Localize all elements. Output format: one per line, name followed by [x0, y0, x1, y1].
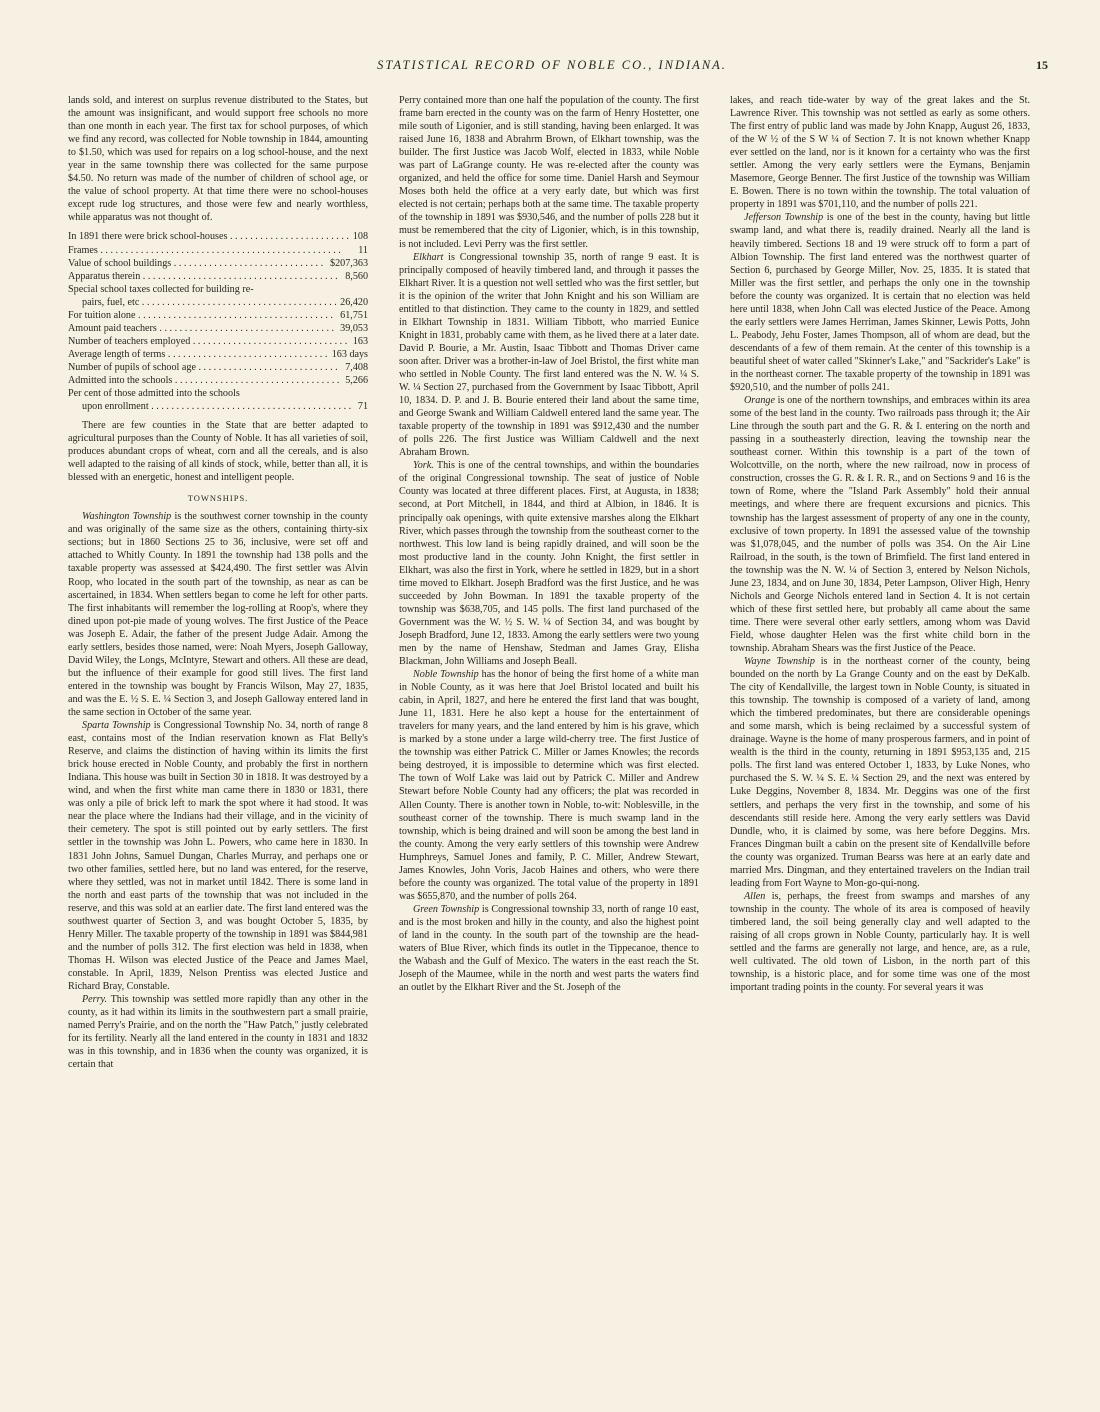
column-1	[68, 94, 368, 1071]
township-name: Jefferson Township	[744, 212, 824, 224]
running-header	[62, 58, 1048, 78]
paragraph-allen: Allen is, perhaps, the freest from swamps and marshes of any township in the county. The whole of its area is composed of heavily timbered land, the soil being generally clay and well adapted to the raising of all crops grown in Noble County, particularly hay. It is well settled and the farms are generally not large, and hence, are, as a rule, well cultivated. The old town of Lisbon, in the north part of this township, is a historic place, and for some time was one of the most important trading points in the county. For several years it was	[730, 890, 1030, 994]
township-name: Sparta Township	[82, 720, 151, 732]
paragraph-sparta: Sparta Township is Congressional Township No. 34, north of range 8 east, contains most of the Indian reservation known as Flat Belly's Reserve, and claims the distinction of having within its limits the first brick house erected in Noble County, and probably the first in northern Indiana. This house was built in Section 30 in 1818. It was destroyed by a wind, and when the first white man came there in 1830 or 1831, there was only a pile of brick left to mark the spot where it had stood. It was near the place where the Indians had their village, and in the vicinity of their cemetery. The spot is still pointed out by early settlers. The first settler in the township was John L. Powers, who came here in 1830. In 1831 John Johns, Samuel Dungan, Charles Murray, and perhaps one or two other families, settled here, but no land was entered, for the reserve, where they settled, was not in market until 1842. There is some land in the north and east parts of the township that was not included in the reserve, and this was sold at an earlier date. The first land entered was the southwest quarter of Section 3, and was bought October 5, 1835, by Henry Miller. The taxable property of the township in 1891 was $844,981 and the number of polls 312. The first election was held in 1838, when Thomas H. Wilson was elected Justice of the Peace and James Mael, constable. In April, 1839, Nelson Prentiss was elected Justice and Richard Bray, Constable.	[68, 720, 368, 992]
paragraph-noble: Noble Township has the honor of being the first home of a white man in Noble County, as it was here that Joel Bristol located and built his cabin, in April, 1827, and here he entered the first land that was bought, June 11, 1831. Here he also kept a house for the entertainment of travelers for many years, and the land entered by him is his grave, which is marked by a stone under a large wild-cherry tree. The first Justice of the township was either Patrick C. Miller or James Knowles; the records being destroyed, it is impossible to determine which was first elected. The town of Wolf Lake was laid out by Patrick C. Miller and Andrew Stewart before Noble County had any officers; the plat was recorded in Allen County. There is another town in Noble, to-wit: Noblesville, in the southeast corner of the township. There is much swamp land in the township, which is being drained and will soon be among the best land in the county. Among the very early settlers of this township were Andrew Humphreys, Samuel Jones and family, P. C. Miller, Andrew Stewart, James Knowles, John Voris, Jacob Haines and others, who were there before the county was organized. The total value of the property in 1891 was $655,870, and the number of polls 264.	[399, 669, 699, 902]
stat-row: Per cent of those admitted into the schools	[68, 388, 240, 400]
running-title: STATISTICAL RECORD OF NOBLE CO., INDIANA.	[377, 58, 727, 72]
township-name: Elkhart	[413, 251, 444, 263]
paragraph-green: Green Township is Congressional township 33, north of range 10 east, and is the most broken and hilly in the county, and also the highest point of land in the county. In the south part of the township are the head-waters of Blue River, which finds its outlet in the Tippecanoe, thence to the Wabash and the Gulf of Mexico. The waters in the east reach the St. Joseph of the Maumee, while in the north and west parts the waters find an outlet by the Elkhart River and the St. Joseph of the	[399, 903, 699, 994]
stat-row: upon enrollment . . . 71	[68, 400, 368, 413]
paragraph-orange: Orange is one of the northern townships, and embraces within its area some of the best land in the county. Two railroads pass through it; the Air Line through the south part and the G. R. & I. entering on the north and passing in a southeasterly direction, leaving the township near the southeast corner. Within this township is a part of the town of Wolcottville, on the north, where the new railroad, now in process of construction, crosses the G. R. & I. R. R., and on Sections 9 and 16 is the town of Rome, where the "Island Park Assembly" hold their annual meetings, and where there are frequent excursions and picnics. This township has the largest assessment of property of any one in the county, exclusive of town property. In 1891 the assessed value of the township was $1,078,045, and the number of polls was 354. On the Air Line Railroad, in the south, is the town of Brimfield. The first land entered in the township was the N. W. ¼ of Section 3, entered by Nelson Nichols, June 23, 1834, and on June 30, 1834, Peter Lampson, Oliver High, Henry Nichols and George Nichols entered land in Section 4. It is not certain which of these first settled here, but probably all came about the same time. There were several other early settlers, among whom was David Field, whose daughter Helen was the first white child born in the township. Abraham Shears was the first Justice of the Peace.	[730, 395, 1030, 654]
stat-row: For tuition alone . . . 61,751	[68, 309, 368, 322]
stat-row: Admitted into the schools . . . 5,266	[68, 374, 368, 387]
stat-row: In 1891 there were brick school-houses . . . 108	[68, 230, 368, 243]
paragraph-elkhart: Elkhart is Congressional township 35, north of range 9 east. It is principally composed of heavily timbered land, and through it passes the Elkhart River. It is a question not well settled who was the first settler, but it is the opinion of the writer that John Knight and his son William are entitled to that distinction. They came to the county in 1829, and settled in Elkhart Township in 1831. William Tibbott, who married Eunice Knight in 1831, probably came with them, as he lived there at a later date. David P. Bourie, a Mr. Austin, Isaac Tibbott and Thomas Driver came soon after. Driver was a brother-in-law of Joel Bristol, the first white man who settled in Noble County. The first land entered was the N. W. ¼ S. W. ¼ Section 27, purchased from the Government by Isaac Tibbott, April 10, 1834. D. P. and J. B. Bourie entered their land about the same time, and George Swank and William Caldwell entered land the same year. The taxable property of the township in 1891 was $912,430 and the number of polls 226. The first Justice was William Caldwell and the next Abraham Brown.	[399, 251, 699, 459]
paragraph-wayne: Wayne Township is in the northeast corner of the county, being bounded on the north by La Grange County and on the east by DeKalb. The city of Kendallville, the largest town in Noble County, is situated in this township. The township is composed of a variety of land, among which the timbered predominates, but there are considerable openings and some marsh, which is being reclaimed by a successful system of drainage. Wayne is the home of many prosperous farmers, and in point of wealth is the third in the county, returning in 1891 $953,135 and, 215 polls. The first land was entered October 1, 1833, by Luke Nones, who purchased the S. W. ¼ S. E. ¼ Section 29, and the next was entered by Luke Deggins, November 8, 1834. Mr. Deggins was one of the first settlers, and perhaps the very first in the township, and some of his descendants still reside here. Among the very early settlers was David Dundle, who, it is claimed by some, was here before Deggins. Mrs. Frances Dingman built a cabin on the present site of Kendallville before the county was organized. Truman Bearss was here at an early date and married Mrs. Dingman, and they entertained travelers on the Indian trail leading from Fort Wayne to Mon-go-qui-nong.	[730, 656, 1030, 889]
township-name: Noble Township	[413, 669, 479, 681]
paragraph-york: York. This is one of the central townships, and within the boundaries of the original Congressional township. The seat of justice of Noble County was located at three different places. First, at Augusta, in 1838; second, at Port Mitchell, in 1844, and third at Albion, in 1846. It is principally oak openings, with quite extensive marshes along the Elkhart River, which passes through the township from the southeast corner to the northwest. This low land is being rapidly drained, and will soon be the most productive land in the county. John Knight, the first settler in Elkhart, was also the first in York, where he settled in 1829, but in a short time moved to Elkhart. Joseph Bradford was the first Justice, and he was succeeded by John Bowman. In 1891 the taxable property of the township was $638,705, and 145 polls. The first land purchased of the Government was the W. ½ S. W. ¼ of Section 34, and was bought by Joseph Bradford, June 12, 1833. Among the early settlers were two young men by the name of Henshaw, Stedman and James Gray, Elisha Blackman, John Williams and Joseph Beall.	[399, 460, 699, 668]
paragraph-washington: Washington Township is the southwest corner township in the county and was originally of the same size as the others, containing thirty-six sections; but in 1860 Sections 25 to 36, inclusive, were set off and attached to Whitly County. In 1891 the township had 138 polls and the taxable property was assessed at $424,490. The first settler was Alvin Roop, who located in the south part of the township, as near as can be ascertained, in 1834. When settlers began to come he left for other parts. The first inhabitants will remember the log-rolling at Roop's, where they dined upon pot-pie made of young wolves. The first Justice of the Peace was Joseph E. Adair, the father of the present Judge Adair. Among the early settlers, besides those named, were: Noah Myers, Joseph Galloway, David Wiley, the Longs, McIntyre, Stewart and others. All these are dead, but the influence of their example for good still lives. The first land entered in the township was bought by Francis Wilson, May 27, 1835, and was the E. ½ S. E. ¼ Section 3, and Joseph Galloway entered land in the same section in October of the same year.	[68, 511, 368, 718]
township-name: Washington Township	[82, 511, 172, 523]
township-name: Green Township	[413, 903, 480, 915]
paragraph-school-tax: lands sold, and interest on surplus revenue distributed to the States, but the amount was insignificant, and would support free schools no more than one month in each year. The first tax for school purposes, of which we find any record, was collected for Noble township in 1844, amounting to $1.50, which was used for repairs on a log school-house, and the next year in the same township there was collected for the same purpose $4.50. No return was made of the number of children of school age, or the value of school property. At that time there were no school-houses except rude log structures, and those were few and nearly worthless, while apparatus was not thought of.	[68, 95, 368, 224]
stat-row: Value of school buildings . . . $207,363	[68, 257, 368, 270]
stat-row: Apparatus therein . . . 8,560	[68, 270, 368, 283]
stat-row: Special school taxes collected for building re-	[68, 283, 254, 295]
column-3	[730, 94, 1030, 1071]
township-name: Perry.	[82, 994, 108, 1006]
text-columns	[68, 94, 1030, 1071]
stat-row: Number of pupils of school age . . . 7,408	[68, 361, 368, 374]
township-name: York.	[413, 460, 434, 472]
section-heading-townships: TOWNSHIPS.	[187, 493, 249, 504]
stat-row: Number of teachers employed . . . 163	[68, 335, 368, 348]
paragraph-perry: Perry. This township was settled more rapidly than any other in the county, as it had within its limits in the southwestern part a small prairie, named Perry's Prairie, and on the north the "Haw Patch," justly celebrated for its fertility. Nearly all the land entered in the county in 1831 and 1832 was in this township, and in 1836 when the county was organized, it is certain that	[68, 994, 368, 1071]
paragraph-jefferson: Jefferson Township is one of the best in the county, having but little swamp land, and what there is, readily drained. Nearly all the land is heavily timbered. Sections 18 and 19 were struck off to form a part of Albion Township. The first land entered was the northwest quarter of Section 6, purchased by George Miller, Nov. 25, 1835. It is stated that Miller was the first settler, and perhaps the only one in the township before the county was organized. It is certain that no election was held here until 1838, when John Call was elected Justice of the Peace. Among the early settlers were James Herriman, James Skinner, Lewis Potts, John L. Peabody, Jehu Foster, James Thompson, all of whom are dead, but the descendants of a few of them remain. At the center of this township is a beautiful sheet of water called "Skinner's Lake," and "Sackrider's Lake" is in the northeast corner. The taxable property of the township in 1891 was $920,510, and the number of polls 241.	[730, 212, 1030, 394]
township-name: Wayne Township	[744, 656, 815, 668]
column-2	[399, 94, 699, 1071]
stat-row: Average length of terms . . . 163 days	[68, 348, 368, 361]
paragraph-green-continued: lakes, and reach tide-water by way of the great lakes and the St. Lawrence River. This township was not settled as early as some others. The first entry of public land was made by John Knapp, August 26, 1833, of the W ½ of the S W ¼ of Section 7. It is not known whether Knapp ever settled on the land, nor is it known for a certainty who was the first settler. Among the very early settlers were the Eymans, Benjamin Masemore, George Benner. The first Justice of the township was William E. Bowen. There is no town within the township. The total valuation of property in 1891 was $701,110, and the number of polls 221.	[730, 95, 1030, 211]
township-name: Allen	[744, 890, 766, 902]
stat-row: Frames . . . 11	[68, 244, 368, 257]
township-name: Orange	[744, 395, 775, 407]
page-number: 15	[1036, 58, 1048, 72]
paragraph-perry-continued: Perry contained more than one half the population of the county. The first frame barn erected in the county was on the farm of Henry Hostetter, one mile south of Ligonier, and is still standing, having been enlarged. It was raised June 16, 1838 and Abrahrm Brown, of Elkhart township, was the builder. The first Justice was Jacob Wolf, elected in 1833, while Noble was part of LaGrange county. He was re-elected after the county was organized, and held the office for some time. Daniel Harsh and Seymour Moses both held the office at a very early date, but which was first elected is not certain; perhaps both at the same time. The taxable property of the township in 1891 was $930,546, and the number of polls 228 but it must be remembered that the city of Ligonier, which, is in this township, is not included. Levi Perry was the first settler.	[399, 95, 699, 250]
stat-row: pairs, fuel, etc . . . 26,420	[68, 296, 368, 309]
paragraph-agriculture: There are few counties in the State that are better adapted to agricultural purposes than the County of Noble. It has all varieties of soil, produces abundant crops of wheat, corn and all the cereals, and is also well adapted to the raising of all kinds of stock, while, better than all, it is blessed with an energetic, honest and intelligent people.	[68, 420, 368, 484]
stat-row: Amount paid teachers . . . 39,053	[68, 322, 368, 335]
school-statistics-list	[68, 230, 368, 413]
